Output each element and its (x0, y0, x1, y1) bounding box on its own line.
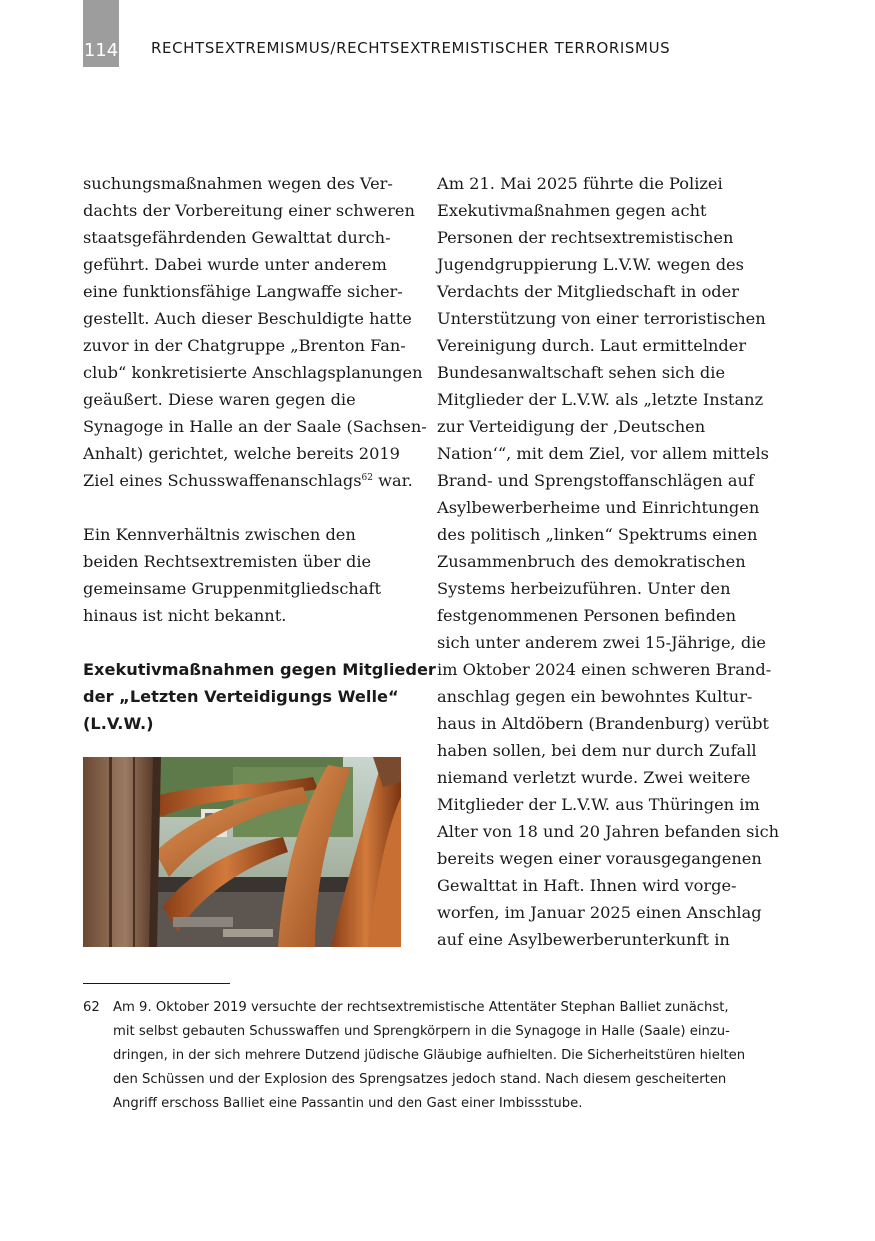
text-line: anschlag gegen ein bewohntes Kultur- (437, 687, 753, 706)
footnote-reference[interactable]: 62 (361, 473, 373, 483)
text-line: club“ konkretisierte Anschlagsplanungen (83, 363, 423, 382)
text-line: zur Verteidigung der ‚Deutschen (437, 417, 706, 436)
footnote-line: dringen, in der sich mehrere Dutzend jüdische Gläubige aufhielten. Die Sicherheitstüren hielten (113, 1048, 746, 1063)
text-line: sich unter anderem zwei 15-Jährige, die (437, 633, 766, 652)
text-line: worfen, im Januar 2025 einen Anschlag (437, 903, 762, 922)
text-line: festgenommenen Personen befinden (437, 606, 736, 625)
heading-line: der „Letzten Verteidigungs Welle“ (83, 687, 399, 706)
footnote-line: mit selbst gebauten Schusswaffen und Sprengkörpern in die Synagoge in Halle (Saale) einzu- (113, 1024, 730, 1039)
text-line: Mitglieder der L.V.W. als „letzte Instanz (437, 390, 764, 409)
text-line: Personen der rechtsextremistischen (437, 228, 734, 247)
paragraph-1 (83, 170, 427, 494)
text-line: Asylbewerberheime und Einrichtungen (437, 498, 760, 517)
text-line: Zusammenbruch des demokratischen (437, 552, 746, 571)
footnote-line: Am 9. Oktober 2019 versuchte der rechtsextremistische Attentäter Stephan Balliet zunächst, (113, 1000, 729, 1015)
paragraph-2 (83, 521, 413, 629)
right-column (437, 170, 780, 953)
text-line: geäußert. Diese waren gegen die (83, 390, 356, 409)
footnote-line: den Schüssen und der Explosion des Sprengsatzes jedoch stand. Nach diesem gescheiterten (113, 1072, 727, 1087)
text-line: Verdachts der Mitgliedschaft in oder (437, 282, 739, 301)
burned-building-photo (83, 757, 401, 947)
text-line: haus in Altdöbern (Brandenburg) verübt (437, 714, 769, 733)
footnote-line: Angriff erschoss Balliet eine Passantin und den Gast einer Imbissstube. (113, 1096, 583, 1111)
text-line: Nation‘“, mit dem Ziel, vor allem mittels (437, 444, 769, 463)
text-line: Anhalt) gerichtet, welche bereits 2019 (83, 444, 400, 463)
text-line: Vereinigung durch. Laut ermittelnder (437, 336, 747, 355)
footnote-text (113, 996, 793, 1116)
text-line: Gewalttat in Haft. Ihnen wird vorge- (437, 876, 737, 895)
text-line: Systems herbeizuführen. Unter den (437, 579, 731, 598)
text-segment: war. (373, 471, 413, 490)
text-line: Mitglieder der L.V.W. aus Thüringen im (437, 795, 760, 814)
text-line: geführt. Dabei wurde unter anderem (83, 255, 387, 274)
text-line: niemand verletzt wurde. Zwei weitere (437, 768, 751, 787)
text-line: hinaus ist nicht bekannt. (83, 606, 287, 625)
text-line: eine funktionsfähige Langwaffe sicher- (83, 282, 403, 301)
text-line: auf eine Asylbewerberunterkunft in (437, 930, 730, 949)
text-line: beiden Rechtsextremisten über die (83, 552, 372, 571)
section-heading (83, 656, 436, 737)
left-column (83, 170, 427, 629)
text-line: bereits wegen einer vorausgegangenen (437, 849, 762, 868)
text-line: Jugendgruppierung L.V.W. wegen des (437, 255, 744, 274)
footnote-number: 62 (83, 1000, 100, 1015)
text-line: gestellt. Auch dieser Beschuldigte hatte (83, 309, 412, 328)
text-line: Am 21. Mai 2025 führte die Polizei (437, 174, 723, 193)
heading-line: (L.V.W.) (83, 714, 154, 733)
text-line: Exekutivmaßnahmen gegen acht (437, 201, 707, 220)
text-line: Ein Kennverhältnis zwischen den (83, 525, 356, 544)
text-line: Bundesanwaltschaft sehen sich die (437, 363, 726, 382)
text-line: staatsgefährdenden Gewalttat durch- (83, 228, 391, 247)
text-line: Alter von 18 und 20 Jahren befanden sich (437, 822, 780, 841)
heading-line: Exekutivmaßnahmen gegen Mitglieder (83, 660, 436, 679)
text-line: im Oktober 2024 einen schweren Brand- (437, 660, 772, 679)
text-line: Brand- und Sprengstoffanschlägen auf (437, 471, 754, 490)
text-line: gemeinsame Gruppenmitgliedschaft (83, 579, 381, 598)
text-line: dachts der Vorbereitung einer schweren (83, 201, 415, 220)
text-line: zuvor in der Chatgruppe „Brenton Fan- (83, 336, 406, 355)
text-line: Unterstützung von einer terroristischen (437, 309, 766, 328)
footnote-divider (83, 983, 230, 984)
text-line: haben sollen, bei dem nur durch Zufall (437, 741, 757, 760)
text-line: suchungsmaßnahmen wegen des Ver- (83, 174, 393, 193)
running-head: RECHTSEXTREMISMUS/RECHTSEXTREMISTISCHER TERRORISMUS (151, 39, 671, 57)
text-line: des politisch „linken“ Spektrums einen (437, 525, 758, 544)
text-segment: Ziel eines Schusswaffenanschlags (83, 471, 362, 490)
text-line: Synagoge in Halle an der Saale (Sachsen- (83, 417, 427, 436)
page-number: 114 (83, 0, 119, 67)
text-line (83, 467, 413, 494)
